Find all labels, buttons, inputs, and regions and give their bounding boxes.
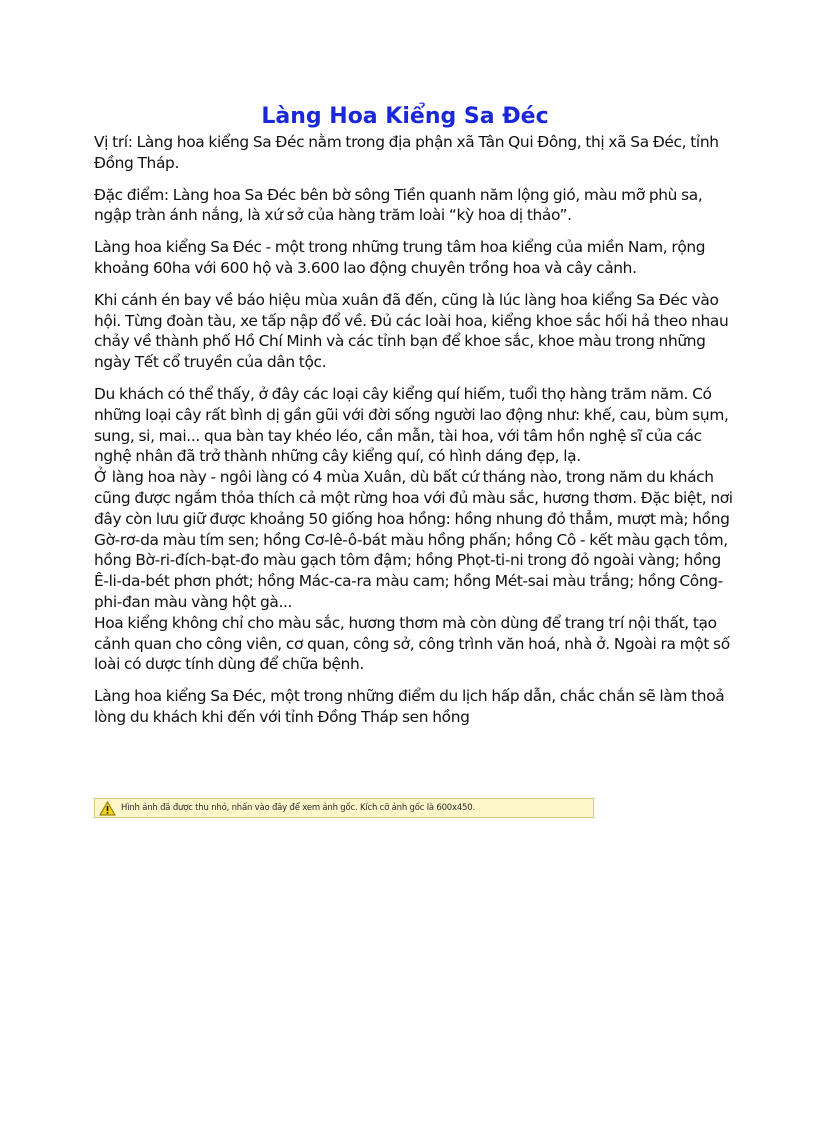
document-body [94, 104, 734, 728]
paragraph-uses: Hoa kiểng không chỉ cho màu sắc, hương thơm mà còn dùng để trang trí nội thất, tạo cảnh quan cho công viên, cơ quan, công sở, công trình văn hoá, nhà ở. Ngoài ra một số loài có dược tính dùng để chữa bệnh. [94, 613, 730, 674]
paragraph-spring: Khi cánh én bay về báo hiệu mùa xuân đã đến, cũng là lúc làng hoa kiểng Sa Đéc vào hội. Từng đoàn tàu, xe tấp nập đổ về. Đủ các loài hoa, kiểng khoe sắc hối hả theo nhau chảy về thành phố Hồ Chí Minh và các tỉnh bạn để khoe sắc, khoe màu trong những ngày Tết cổ truyền của dân tộc. [94, 290, 729, 372]
image-resized-notice[interactable] [94, 798, 594, 818]
warning-icon [97, 799, 117, 817]
paragraph-location: Vị trí: Làng hoa kiểng Sa Đéc nằm trong địa phận xã Tân Qui Đông, thị xã Sa Đéc, tỉnh Đồng Tháp. [94, 133, 719, 172]
notice-text: Hình ảnh đã được thu nhỏ, nhấn vào đây để xem ảnh gốc. Kích cỡ ảnh gốc là 600x450. [121, 803, 475, 813]
paragraph-closing: Làng hoa kiểng Sa Đéc, một trong những điểm du lịch hấp dẫn, chắc chắn sẽ làm thoả lòng du khách khi đến với tỉnh Đồng Tháp sen hồng [94, 687, 725, 726]
paragraph-roses: Ở làng hoa này - ngôi làng có 4 mùa Xuân, dù bất cứ tháng nào, trong năm du khách cũng được ngắm thỏa thích cả một rừng hoa với đủ màu sắc, hương thơm. Đặc biệt, nơi đây còn lưu giữ được khoảng 50 giống hoa hồng: hồng nhung đỏ thẳm, mượt mà; hồng Gờ-rơ-da màu tím sen; hồng Cơ-lê-ô-bát màu hồng phấn; hồng Cô - kết màu gạch tôm, hồng Bờ-ri-đích-bạt-đo màu gạch tôm đậm; hồng Phọt-ti-ni trong đỏ ngoài vàng; hồng Ê-li-da-bét phơn phớt; hồng Mác-ca-ra màu cam; hồng Mét-sai màu trắng; hồng Công-phi-đan màu vàng hột gà... [94, 468, 733, 611]
paragraph-features: Đặc điểm: Làng hoa Sa Đéc bên bờ sông Tiền quanh năm lộng gió, màu mỡ phù sa, ngập tràn ánh nắng, là xứ sở của hàng trăm loài “kỳ hoa dị thảo”. [94, 185, 703, 225]
paragraph-rare-plants: Du khách có thể thấy, ở đây các loại cây kiểng quí hiếm, tuổi thọ hàng trăm năm. Có những loại cây rất bình dị gần gũi với đời sống người lao động như: khế, cau, bùm sụm, sung, si, mai... qua bàn tay khéo léo, cần mẫn, tài hoa, với tâm hồn nghệ sĩ của các nghệ nhân đã trở thành những cây kiểng quí, có hình dáng đẹp, lạ. [94, 384, 729, 466]
paragraph-overview: Làng hoa kiểng Sa Đéc - một trong những trung tâm hoa kiểng của miền Nam, rộng khoảng 60ha với 600 hộ và 3.600 lao động chuyên trồng hoa và cây cảnh. [94, 238, 706, 277]
page-title: Làng Hoa Kiểng Sa Đéc [261, 104, 549, 129]
